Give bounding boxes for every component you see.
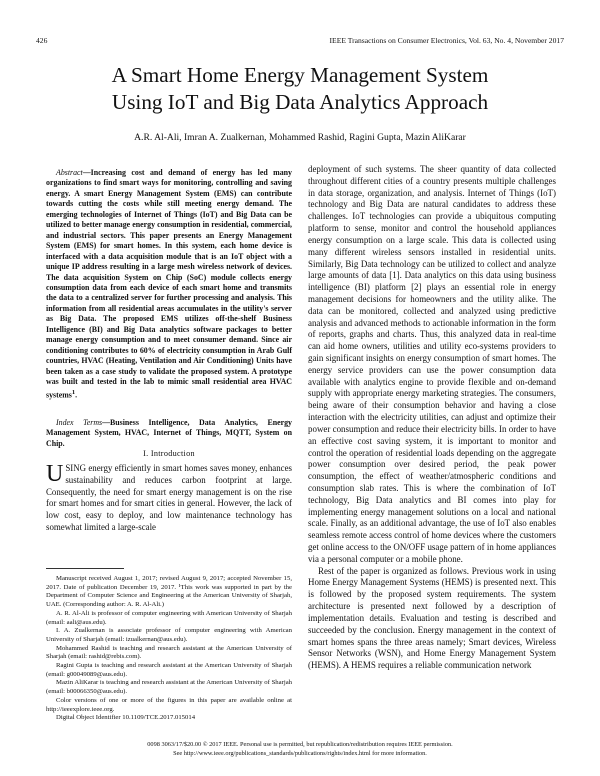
journal-header: IEEE Transactions on Consumer Electronics, Vol. 63, No. 4, November 2017 [329, 36, 564, 45]
footnote: Digital Object Identifier 10.1109/TCE.2017.015014 [56, 714, 196, 722]
intro-text: SING energy efficiently in smart homes saves money, enhances sustainability and reduces carbon footprint at large. Consequently, the need for smart energy management is on the rise for smart homes and for smart cities in general. However, the lack of low cost, easy to deploy, and low maintenance technology has somewhat limited a large-scale [46, 463, 292, 532]
rights-link[interactable]: See http://www.ieee.org/publications_standards/publications/rights/index.html for more information. [173, 749, 427, 757]
footnote: Ragini Gupta is teaching and research assistant at the American University of Sharjah (email: g00049089@aus.edu). [46, 662, 292, 678]
page-footer [36, 741, 564, 758]
author-list: A.R. Al-Ali, Imran A. Zualkernan, Mohammed Rashid, Ragini Gupta, Mazin AliKarar [134, 132, 466, 143]
footnotes [46, 575, 292, 723]
index-terms [46, 418, 292, 449]
intro-paragraph [46, 463, 292, 534]
section-heading: I. Introduction [143, 449, 195, 458]
footnote: Mazin AliKarar is teaching and research assistant at the American University of Sharjah (email: b00066350@aus.edu). [46, 679, 292, 696]
footnote: I. A. Zualkernan is associate professor of computer engineering with American University of Sharjah (email: izualkernan@aus.edu). [46, 627, 292, 643]
right-column [308, 164, 556, 672]
title-line-2: Using IoT and Big Data Analytics Approach [111, 90, 489, 114]
paper-title [36, 62, 564, 116]
abstract-footnote-mark: 1 [71, 388, 76, 396]
footnote: Manuscript received August 1, 2017; revised August 9, 2017; accepted November 15, 2017. Date of publication December 19, 2017. ¹This work was supported in part by the Department of Computer Science and Engineering at the American University of Sharjah, UAE. (Corresponding author: A. R. Al-Ali.) [46, 575, 292, 609]
body-paragraph: deployment of such systems. The sheer quantity of data collected throughout different cities of a country presents multiple challenges in data storage, organization, and analysis. Internet of Things (IoT) technology and Big Data are natural candidates to address these challenges. IoT technologies can provide a ubiquitous computing platform to sense, monitor and control the household appliances energy consumption on a large scale. This data is collected using many different wireless sensors installed in residential units. Similarly, Big Data technology can be utilized to collect and analyze large amounts of data [1]. Data analytics on this data using business intelligence (BI) platform [2] plays an essential role in energy management decisions for homeowners and the utility alike. The data can be monitored, collected and analyzed using predictive analysis and advanced methods to actionable information in the form of reports, graphs and charts. Thus, this analyzed data in real-time can aid home owners, utilities and utility eco-systems providers to gain significant insights on energy consumption of smart homes. The energy service providers can use the power consumption data available with analytics engine to provide flexible and on-demand supply with appropriate energy marketing strategies. The consumers, being aware of their consumption behavior and having a close interaction with the electricity utilities, can adjust and optimize their power consumption and reduce their electricity bills. In order to have an effective cost saving system, it is important to monitor and control the operation of residential loads depending on the aggregate power consumption over desired period, the peak power consumption, the effect of weather/atmospheric conditions and consumption slab rates. This is where the combination of IoT technology, Big Data analytics and BI comes into play for implementing energy management solutions on a local and national scale. Finally, as an additional advantage, the use of IoT also enables seamless remote access control of home devices where the customers get online access to the ON/OFF usage pattern of in home appliances via a personal computer or a mobile phone. [308, 164, 556, 564]
copyright-line: 0098 3063/17/$20.00 © 2017 IEEE. Personal use is permitted, but republication/redistribution requires IEEE permission. [147, 741, 453, 748]
footnote: A. R. Al-Ali is professor of computer engineering with American University of Sharjah (email: aali@aus.edu). [46, 609, 292, 626]
body-paragraph: Rest of the paper is organized as follows. Previous work in using Home Energy Management Systems (HEMS) is presented next. This is followed by the proposed system requirements. The system architecture is presented next followed by a description of implementation details. Evaluation and testing is described and succeeded by the conclusion. Energy management in the context of smart homes spans the three areas namely; Smart devices, Wireless Sensor Networks (WSN), and Home Energy Management System (HEMS). A HEMS requires a reliable communication network [308, 565, 556, 671]
title-line-1: A Smart Home Energy Management System [111, 63, 489, 87]
footnote: Mohammed Rashid is teaching and research assistant at the American University of Sharjah (email: rashid@rebis.com). [46, 644, 292, 661]
index-terms-label: Index Terms [56, 418, 103, 427]
abstract-end: . [75, 390, 78, 400]
abstract-label: Abstract [56, 168, 83, 177]
abstract [46, 168, 292, 401]
abstract-text: —Increasing cost and demand of energy has led many organizations to find smart ways for monitoring, controlling and saving energy. A smart Energy Management System (EMS) can contribute towards cutting the costs while still meeting energy demand. The emerging technologies of Internet of Things (IoT) and Big Data can be utilized to better manage energy consumption in residential, commercial, and industrial sectors. This paper presents an Energy Management System (EMS) for smart homes. In this system, each home device is interfaced with a data acquisition module that is an IoT object with a unique IP address resulting in a large mesh wireless network of devices. The data acquisition System on Chip (SoC) module collects energy consumption data from each device of each smart home and transmits the data to a centralized server for further processing and analysis. This information from all residential areas accumulates in the utility's server as Big Data. The proposed EMS utilizes off-the-shelf Business Intelligence (BI) and Big Data analytics software packages to better manage energy consumption and to meet consumer demand. Since air conditioning contributes to 60% of electricity consumption in Arab Gulf countries, HVAC (Heating, Ventilation and Air Conditioning) Units have been taken as a case study to validate the proposed system. A prototype was built and tested in the lab to mimic small residential area HVAC systems [46, 168, 292, 400]
page-number: 426 [36, 36, 48, 45]
drop-cap: U [46, 461, 64, 487]
index-terms-text: —Business Intelligence, Data Analytics, Energy Management System, HVAC, Internet of Things, MQTT, System on Chip. [46, 418, 292, 448]
footnote: Color versions of one or more of the figures in this paper are available online at http://ieeexplore.ieee.org. [46, 696, 292, 713]
footnote-rule [46, 568, 124, 569]
